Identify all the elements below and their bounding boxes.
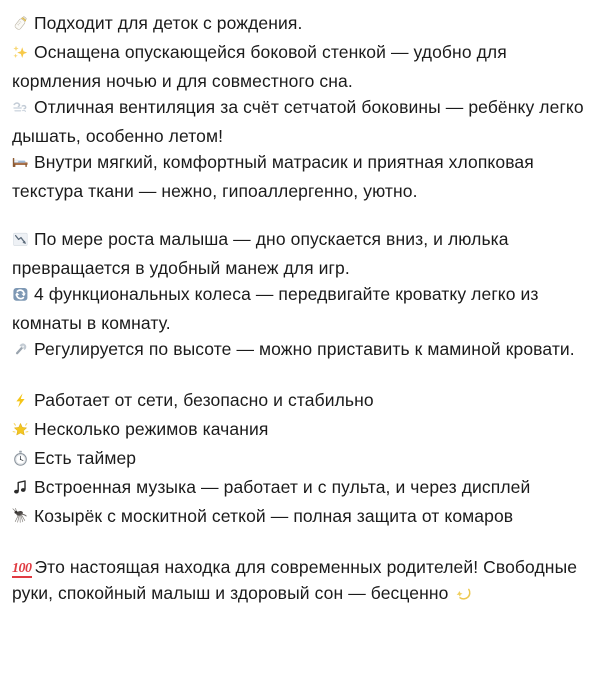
sparkles-icon — [12, 42, 29, 68]
conclusion-text: Это настоящая находка для современных родителей! Свободные руки, спокойный малыш и здоровый сон — бесценно — [12, 557, 578, 603]
feature-text: Несколько режимов качания — [34, 419, 269, 439]
high-voltage-icon — [12, 390, 29, 416]
bed-icon — [12, 152, 29, 178]
feature-text: Внутри мягкий, комфортный матрасик и приятная хлопковая текстура ткани — нежно, гипоаллергенно, уютно. — [12, 152, 534, 201]
feature-block — [12, 226, 592, 365]
chart-decreasing-icon — [12, 229, 29, 255]
musical-note-icon — [12, 477, 29, 503]
feature-line — [12, 445, 592, 474]
arrows-counterclockwise-icon — [12, 284, 29, 310]
feature-line — [12, 281, 592, 336]
feature-line — [12, 10, 592, 39]
feature-text: Работает от сети, безопасно и стабильно — [34, 390, 374, 410]
feature-line — [12, 503, 592, 532]
feature-text: 4 функциональных колеса — передвигайте кроватку легко из комнаты в комнату. — [12, 284, 539, 333]
feature-text: Отличная вентиляция за счёт сетчатой боковины — ребёнку легко дышать, особенно летом! — [12, 97, 584, 146]
feature-line — [12, 149, 592, 204]
feature-line — [12, 336, 592, 365]
mosquito-icon — [12, 506, 29, 532]
feature-line — [12, 226, 592, 281]
feature-line — [12, 474, 592, 503]
hundred-points-icon: 100 — [12, 561, 32, 576]
feature-line — [12, 416, 592, 445]
glowing-star-icon — [12, 419, 29, 445]
feature-line — [12, 39, 592, 94]
feature-text: Подходит для деток с рождения. — [34, 13, 303, 33]
feature-text: Есть таймер — [34, 448, 137, 468]
feature-text: По мере роста малыша — дно опускается вниз, и люлька превращается в удобный манеж для игр. — [12, 229, 509, 278]
wind-blowing-icon — [12, 97, 29, 123]
feature-block — [12, 387, 592, 532]
feature-text: Оснащена опускающейся боковой стенкой — удобно для кормления ночью и для совместного сна. — [12, 42, 507, 91]
feature-line — [12, 387, 592, 416]
baby-bottle-icon — [12, 13, 29, 39]
conclusion-line — [12, 554, 592, 609]
comet-icon — [454, 583, 471, 609]
conclusion-block — [12, 554, 592, 609]
feature-line — [12, 94, 592, 149]
stopwatch-icon — [12, 448, 29, 474]
feature-block — [12, 10, 592, 204]
wrench-icon — [12, 339, 29, 365]
feature-text: Регулируется по высоте — можно приставить к маминой кровати. — [34, 339, 575, 359]
feature-text: Козырёк с москитной сеткой — полная защита от комаров — [34, 506, 514, 526]
feature-text: Встроенная музыка — работает и с пульта, и через дисплей — [34, 477, 531, 497]
